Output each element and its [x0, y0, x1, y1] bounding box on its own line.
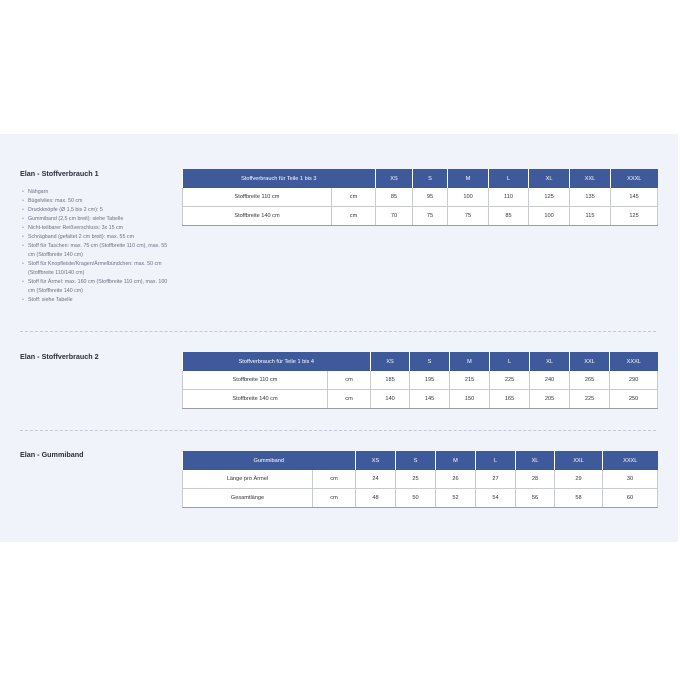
table-cell: 85 — [489, 207, 529, 226]
table-cell: 140 — [371, 390, 410, 409]
table-header-label: Gummiband — [183, 451, 356, 470]
table-header-row — [183, 451, 658, 470]
table-cell: 70 — [376, 207, 413, 226]
table-cell: 125 — [529, 188, 570, 207]
table-row — [183, 470, 658, 489]
row-label: Stoffbreite 140 cm — [183, 207, 332, 226]
size-header: M — [448, 169, 489, 188]
table-cell: 250 — [610, 390, 658, 409]
table-row — [183, 390, 658, 409]
size-header: XXXL — [610, 352, 658, 371]
table-cell: 56 — [516, 489, 555, 508]
table-cell: 135 — [570, 188, 611, 207]
table-cell: 52 — [436, 489, 476, 508]
table-cell: 75 — [448, 207, 489, 226]
size-header: L — [489, 169, 529, 188]
list-item: • Gummiband (2,5 cm breit): siehe Tabelle — [22, 215, 172, 224]
table-cell: 290 — [610, 371, 658, 390]
row-unit: cm — [328, 390, 371, 409]
table-cell: 29 — [555, 470, 603, 489]
section-divider — [20, 331, 656, 332]
list-item: • Stoff für Ärmel: max. 160 cm (Stoffbreite 110 cm), max. 100 cm (Stoffbreite 140 cm) — [22, 278, 172, 296]
table-cell: 48 — [356, 489, 396, 508]
table-cell: 185 — [371, 371, 410, 390]
table-cell: 50 — [396, 489, 436, 508]
row-unit: cm — [328, 371, 371, 390]
list-item: • Stoff: siehe Tabelle — [22, 296, 172, 305]
row-label: Stoffbreite 110 cm — [183, 188, 332, 207]
row-label: Stoffbreite 140 cm — [183, 390, 328, 409]
table-cell: 28 — [516, 470, 555, 489]
section-title-stoffverbrauch-2: Elan - Stoffverbrauch 2 — [20, 352, 99, 361]
size-header: XXL — [570, 169, 611, 188]
table-cell: 26 — [436, 470, 476, 489]
list-item: • Druckknöpfe (Ø 1,5 bis 2 cm): 5 — [22, 206, 172, 215]
row-unit: cm — [332, 188, 376, 207]
table-cell: 195 — [410, 371, 450, 390]
size-header: S — [413, 169, 448, 188]
list-item: • Schrägband (gefaltet 2 cm breit): max. 55 cm — [22, 233, 172, 242]
table-cell: 95 — [413, 188, 448, 207]
table-cell: 75 — [413, 207, 448, 226]
table-cell: 225 — [490, 371, 530, 390]
elastic-table — [182, 451, 658, 508]
size-header: XXL — [555, 451, 603, 470]
list-item: • Nicht-teilbarer Reißverschluss: 3x 15 cm — [22, 224, 172, 233]
table-cell: 110 — [489, 188, 529, 207]
list-item: • Stoff für Knopfleiste/Kragen/Ärmelbündchen: max. 50 cm (Stoffbreite 110/140 cm) — [22, 260, 172, 278]
table-row — [183, 188, 658, 207]
table-header-label: Stoffverbrauch für Teile 1 bis 4 — [183, 352, 371, 371]
size-header: S — [396, 451, 436, 470]
list-item: • Stoff für Taschen: max. 75 cm (Stoffbreite 110 cm), max. 55 cm (Stoffbreite 140 cm) — [22, 242, 172, 260]
table-header-row — [183, 169, 658, 188]
table-cell: 165 — [490, 390, 530, 409]
row-unit: cm — [332, 207, 376, 226]
row-unit: cm — [313, 470, 356, 489]
table-cell: 145 — [410, 390, 450, 409]
table-cell: 85 — [376, 188, 413, 207]
table-header-label: Stoffverbrauch für Teile 1 bis 3 — [183, 169, 376, 188]
size-header: XL — [529, 169, 570, 188]
list-item: • Nähgarn — [22, 188, 172, 197]
size-header: L — [476, 451, 516, 470]
size-header: L — [490, 352, 530, 371]
table-cell: 125 — [611, 207, 658, 226]
section-divider — [20, 430, 656, 431]
size-header: XXXL — [603, 451, 658, 470]
row-label: Stoffbreite 110 cm — [183, 371, 328, 390]
table-cell: 240 — [530, 371, 570, 390]
table-cell: 150 — [450, 390, 490, 409]
table-row — [183, 207, 658, 226]
size-header: M — [436, 451, 476, 470]
list-item: • Bügelvlies: max. 50 cm — [22, 197, 172, 206]
table-cell: 205 — [530, 390, 570, 409]
table-cell: 54 — [476, 489, 516, 508]
table-cell: 60 — [603, 489, 658, 508]
table-cell: 100 — [529, 207, 570, 226]
table-cell: 215 — [450, 371, 490, 390]
size-header: XL — [530, 352, 570, 371]
fabric-table-1 — [182, 169, 658, 226]
table-cell: 115 — [570, 207, 611, 226]
row-label: Gesamtlänge — [183, 489, 313, 508]
size-header: M — [450, 352, 490, 371]
table-cell: 100 — [448, 188, 489, 207]
table-cell: 265 — [570, 371, 610, 390]
section-title-gummiband: Elan - Gummiband — [20, 450, 84, 459]
table-row — [183, 371, 658, 390]
size-header: XXXL — [611, 169, 658, 188]
size-header: XXL — [570, 352, 610, 371]
table-cell: 58 — [555, 489, 603, 508]
materials-list — [22, 188, 172, 305]
table-cell: 24 — [356, 470, 396, 489]
size-header: XS — [371, 352, 410, 371]
section-title-stoffverbrauch-1: Elan - Stoffverbrauch 1 — [20, 169, 99, 178]
table-row — [183, 489, 658, 508]
table-cell: 225 — [570, 390, 610, 409]
table-cell: 27 — [476, 470, 516, 489]
size-header: XS — [376, 169, 413, 188]
size-header: XL — [516, 451, 555, 470]
size-header: S — [410, 352, 450, 371]
table-cell: 30 — [603, 470, 658, 489]
size-header: XS — [356, 451, 396, 470]
fabric-table-2 — [182, 352, 658, 409]
table-cell: 25 — [396, 470, 436, 489]
row-label: Länge pro Ärmel — [183, 470, 313, 489]
row-unit: cm — [313, 489, 356, 508]
table-header-row — [183, 352, 658, 371]
table-cell: 145 — [611, 188, 658, 207]
